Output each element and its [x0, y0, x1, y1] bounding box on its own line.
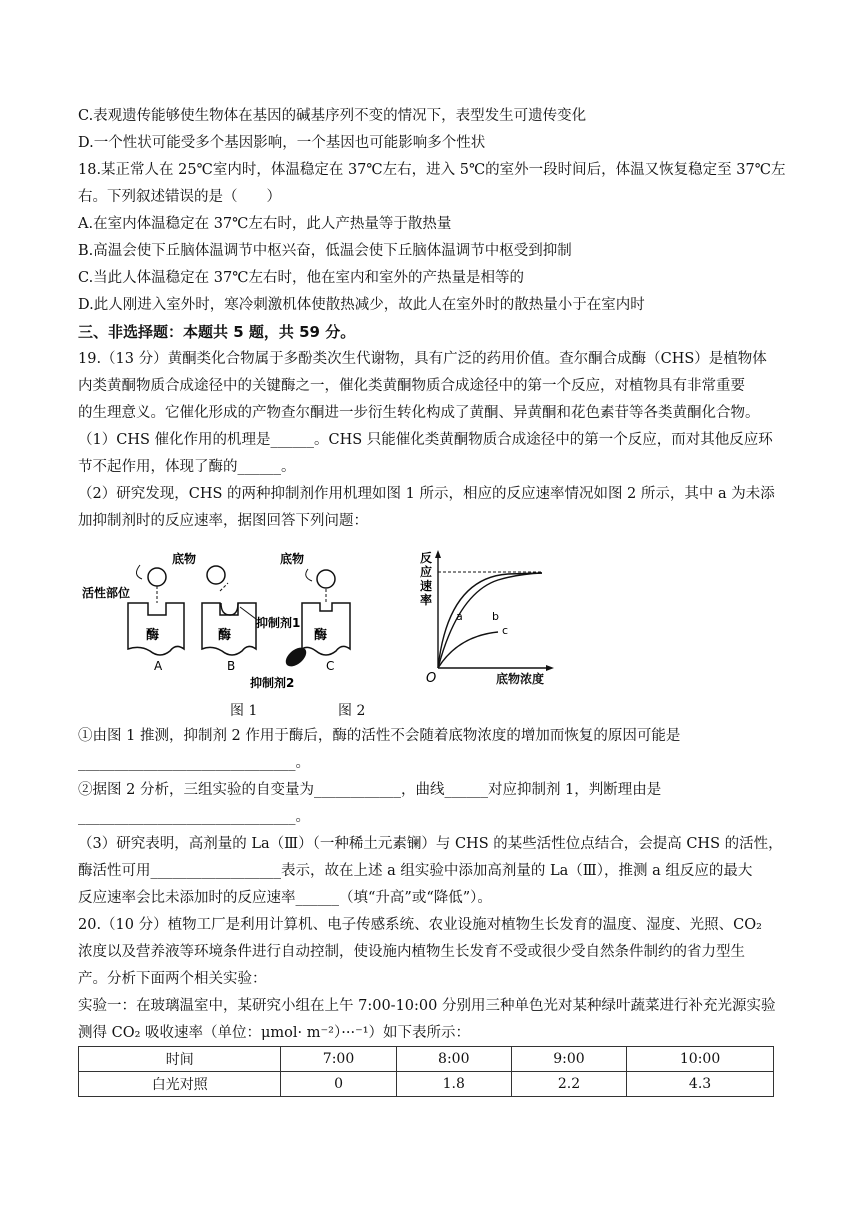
section-heading: 三、非选择题：本题共 5 题，共 59 分。: [78, 323, 356, 341]
option-17d: D.一个性状可能受多个基因影响，一个基因也可能影响多个性状: [78, 135, 486, 151]
table-cell: 7:00: [281, 1047, 396, 1072]
question-19-stem-3: 的生理意义。它催化形成的产物查尔酮进一步衍生转化构成了黄酮、异黄酮和花色素苷等各类黄酮化合物。: [78, 405, 760, 421]
co2-absorption-table: [78, 1046, 774, 1097]
ylabel-char-3: 速: [420, 579, 433, 593]
question-18-stem-cont: 右。下列叙述错误的是（ ）: [78, 189, 281, 205]
ylabel-char-1: 反: [420, 551, 433, 565]
figure-2-caption: 图 2: [338, 703, 366, 719]
table-cell: 1.8: [396, 1072, 511, 1097]
substrate-label-2: 底物: [280, 552, 305, 566]
substrate-c: [317, 570, 335, 588]
question-20-stem: 20.（10 分）植物工厂是利用计算机、电子传感系统、农业设施对植物生长发育的温度、湿度、光照、CO₂: [78, 917, 762, 933]
question-19-sub1: ①由图 1 推测，抑制剂 2 作用于酶后，酶的活性不会随着底物浓度的增加而恢复的原因可能是: [78, 728, 681, 744]
option-17c: C.表观遗传能够使生物体在基因的碱基序列不变的情况下，表型发生可遗传变化: [78, 108, 587, 124]
question-19-part1-cont: 节不起作用，体现了酶的______。: [78, 459, 296, 475]
table-cell: 4.3: [627, 1072, 774, 1097]
question-19-part2: （2）研究发现，CHS 的两种抑制剂作用机理如图 1 所示，相应的反应速率情况如图 2 所示，其中 a 为未添: [78, 486, 775, 502]
substrate-b: [207, 566, 225, 584]
experiment-1-desc: 实验一：在玻璃温室中，某研究小组在上午 7:00-10:00 分别用三种单色光对某种绿叶蔬菜进行补充光源实验: [78, 998, 776, 1014]
question-20-stem-2: 浓度以及营养液等环境条件进行自动控制，使设施内植物生长发育不受或很少受自然条件制约的省力型生: [78, 944, 745, 960]
table-header-row: [79, 1047, 774, 1072]
table-row: [79, 1072, 774, 1097]
substrate-label-1: 底物: [172, 552, 197, 566]
table-cell: 0: [281, 1072, 396, 1097]
question-19-stem-2: 内类黄酮物质合成途径中的关键酶之一，催化类黄酮物质合成途径中的第一个反应，对植物具有非常重要: [78, 378, 745, 394]
inhibitor2-label: 抑制剂2: [250, 676, 295, 690]
question-19-part3-cont: 酶活性可用__________________表示，故在上述 a 组实验中添加高剂量的 La（Ⅲ），推测 a 组反应的最大: [78, 863, 753, 879]
enzyme-label-b: B: [227, 659, 236, 673]
question-19-part2-cont: 加抑制剂时的反应速率，据图回答下列问题：: [78, 513, 368, 529]
ylabel-char-2: 应: [420, 565, 433, 579]
ylabel-char-4: 率: [420, 593, 433, 607]
origin-label: O: [426, 671, 437, 686]
table-cell: 10:00: [627, 1047, 774, 1072]
fig2-xlabel: 底物浓度: [496, 672, 545, 686]
enzyme-a-label: 酶: [146, 628, 160, 643]
curve-b-label: b: [492, 610, 499, 623]
substrate-a: [148, 568, 166, 586]
question-18-stem: 18.某正常人在 25℃室内时，体温稳定在 37℃左右，进入 5℃的室外一段时间后，体温又恢复稳定至 37℃左: [78, 162, 786, 178]
curve-c-label: c: [502, 624, 509, 637]
curve-a-label: a: [456, 610, 463, 623]
curve-c: [438, 632, 498, 668]
option-18d: D.此人刚进入室外时，寒冷刺激机体使散热减少，故此人在室外时的散热量小于在室内时: [78, 297, 645, 313]
curve-a: [438, 573, 542, 668]
table-cell: 8:00: [396, 1047, 511, 1072]
answer-blank-1: ______________________________。: [78, 755, 310, 771]
table-cell: 2.2: [511, 1072, 626, 1097]
experiment-1-desc-cont: 测得 CO₂ 吸收速率（单位：μmol· m⁻²）···⁻¹）如下表所示：: [78, 1025, 471, 1041]
table-cell: 白光对照: [79, 1072, 281, 1097]
answer-blank-2: ______________________________。: [78, 809, 310, 825]
option-18b: B.高温会使下丘脑体温调节中枢兴奋，低温会使下丘脑体温调节中枢受到抑制: [78, 243, 572, 259]
enzyme-b-label: 酶: [218, 628, 232, 643]
question-19-sub2: ②据图 2 分析，三组实验的自变量为____________，曲线______对应抑制剂 1，判断理由是: [78, 782, 662, 798]
figure-1-enzyme-diagram: [80, 545, 370, 695]
figure-2-rate-graph: [418, 548, 558, 688]
enzyme-label-c: C: [326, 659, 335, 673]
enzyme-c-label: 酶: [314, 628, 328, 643]
figure-1-caption: 图 1: [230, 703, 258, 719]
question-19-part3: （3）研究表明，高剂量的 La（Ⅲ）（一种稀土元素镧）与 CHS 的某些活性位点结合，会提高 CHS 的活性，: [78, 836, 783, 852]
inhibitor1-label: 抑制剂1: [256, 616, 301, 630]
question-20-stem-3: 产。分析下面两个相关实验：: [78, 971, 267, 987]
table-cell: 时间: [79, 1047, 281, 1072]
curve-b: [438, 573, 542, 668]
question-19-part3-cont2: 反应速率会比未添加时的反应速率______（填“升高”或“降低”）。: [78, 890, 492, 906]
active-site-label: 活性部位: [82, 586, 131, 600]
question-19-stem: 19.（13 分）黄酮类化合物属于多酚类次生代谢物，具有广泛的药用价值。查尔酮合成酶（CHS）是植物体: [78, 351, 767, 367]
option-18a: A.在室内体温稳定在 37℃左右时，此人产热量等于散热量: [78, 216, 452, 232]
option-18c: C.当此人体温稳定在 37℃左右时，他在室内和室外的产热量是相等的: [78, 270, 524, 286]
question-19-part1: （1）CHS 催化作用的机理是______。CHS 只能催化类黄酮物质合成途径中的第一个反应，而对其他反应环: [78, 432, 773, 448]
table-cell: 9:00: [511, 1047, 626, 1072]
enzyme-label-a: A: [154, 659, 163, 673]
